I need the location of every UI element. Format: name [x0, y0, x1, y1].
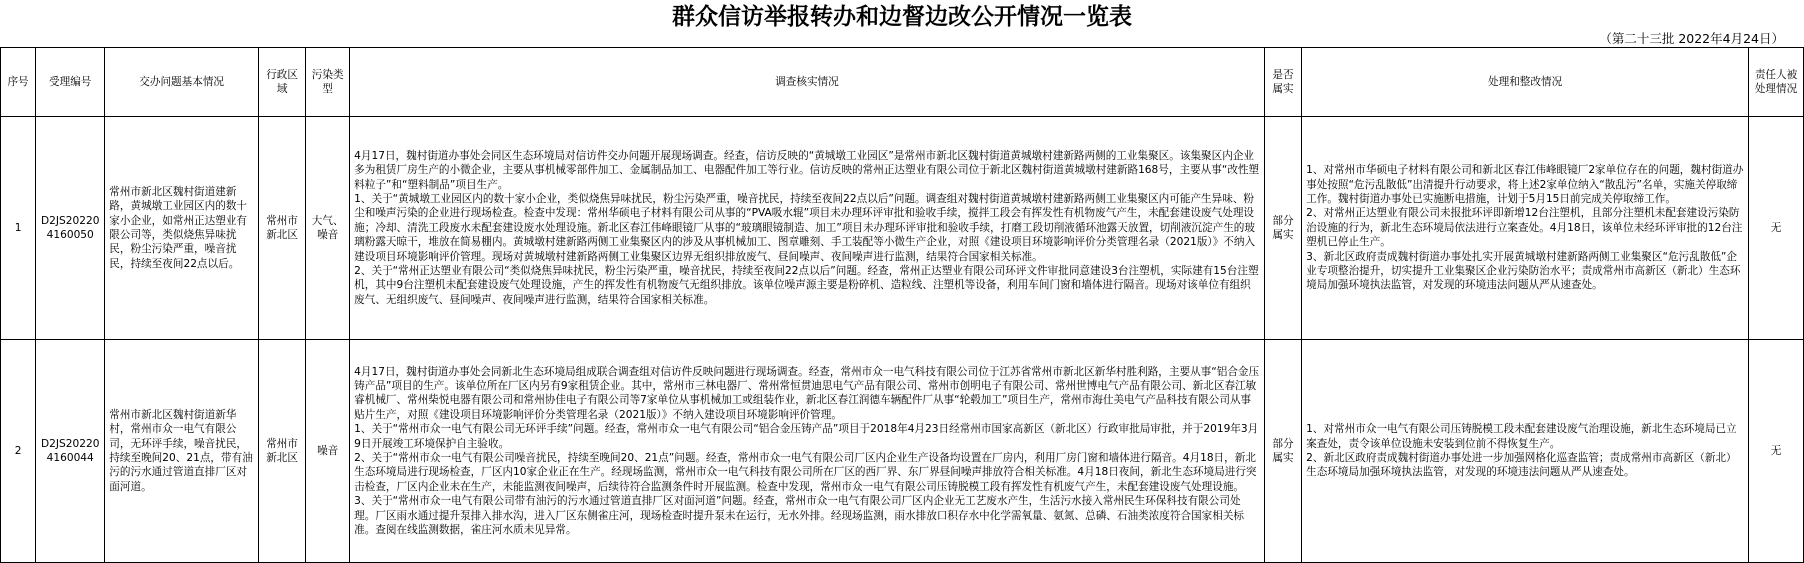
row-region: 常州市新北区: [259, 340, 306, 563]
row-pollution: 噪音: [306, 340, 350, 563]
investigation-paragraph: 4月17日，魏村街道办事处会同新北生态环境局组成联合调查组对信访件反映问题进行现场调查。经查，常州市众一电气科技有限公司位于江苏省常州市新北区新华村胜利路，主要从事“铝合金压铸产品”项目的生产。该单位所在厂区内另有9家租赁企业。其中，常州市三林电器厂、常州常恒贯迪思电气产品有限公司、常州市创明电子有限公司、常州世博电气产品有限公司、新北区春江敏睿机械厂、常州柴悦电器有限公司和常州协佳电子有限公司等7家单位从事机械加工或组装作业，新北区春江润德车辆配件厂从事“轮毂加工”项目生产，常州市海仕美电气产品科技有限公司从事贴片生产，对照《建设项目环境影响评价分类管理名录（2021版）》不纳入建设项目环境影响评价管理。: [354, 365, 1260, 421]
table-row: [1, 340, 1804, 563]
investigation-paragraph: 3、关于“常州市众一电气有限公司带有油污的污水通过管道直排厂区对面河道”问题。经查，常州市众一电气有限公司厂区内企业无工艺废水产生，生活污水接入常州民生环保科技有限公司处理。厂区雨水通过提升泵排入排水沟，进入厂区东侧雀庄河，现场检查时提升泵未在运行，无水外排。经现场监测，雨水排放口积存水中化学需氧量、氨氮、总磷、石油类浓度符合国家相关标准。查阅在线监测数据，雀庄河水质未见异常。: [354, 495, 1245, 537]
table-header-row: [1, 48, 1804, 117]
row-investigation: [350, 340, 1265, 563]
batch-date: （第二十三批 2022年4月24日）: [1599, 31, 1784, 46]
row-seq: 2: [1, 340, 36, 563]
row-id: D2JS202204160050: [36, 117, 105, 340]
header-id: 受理编号: [36, 48, 105, 117]
header-investigation: 调查核实情况: [350, 48, 1265, 117]
row-seq: 1: [1, 117, 36, 340]
petition-table: [0, 47, 1804, 563]
row-pollution: 大气、噪音: [306, 117, 350, 340]
header-issue: 交办问题基本情况: [105, 48, 259, 117]
investigation-paragraph: 1、关于“常州市众一电气有限公司无环评手续”问题。经查，常州市众一电气有限公司“铝合金压铸产品”项目于2018年4月23日经常州市国家高新区（新北区）行政审批局审批，并于2019年3月9日开展竣工环境保护自主验收。: [354, 423, 1259, 450]
header-region: 行政区域: [259, 48, 306, 117]
row-accountability: 无: [1749, 117, 1804, 340]
header-handling: 处理和整改情况: [1302, 48, 1749, 117]
row-investigation: [350, 117, 1265, 340]
investigation-paragraph: 1、关于“黄城墩工业园区内的数十家小企业，类似烧焦异味扰民，粉尘污染严重，噪音扰民，持续至夜间22点以后”问题。调查组对魏村街道黄城墩村建新路两侧工业集聚区内可能产生异味、粉尘和噪声污染的企业进行现场检查。检查中发现：常州华硕电子材料有限公司从事的“PVA吸水辊”项目未办理环评审批和验收手续，搅拌工段会有挥发性有机物废气产生，未配套建设废气处理设施；冷却、清洗工段废水未配套建设废水处理设施。新北区春江伟峰眼镜厂从事的“玻璃眼镜制造、加工”项目未办理环评审批和验收手续，打磨工段切削液循环池露天放置，切削液沉淀产生的玻璃粉露天晾干，堆放在简易棚内。黄城墩村建新路两侧工业集聚区内的涉及从事机械加工、图章雕刻、手工装配等小微生产企业，对照《建设项目环境影响评价分类管理名录（2021版）》不纳入建设项目环境影响评价管理。现场对黄城墩村建新路两侧工业集聚区边界无组织排放废气、昼间噪声、夜间噪声进行监测，结果符合国家相关标准。: [354, 192, 1256, 263]
header-verified: 是否属实: [1264, 48, 1301, 117]
row-handling: [1302, 340, 1749, 563]
header-seq: 序号: [1, 48, 36, 117]
investigation-paragraph: 2、关于“常州正达塑业有限公司“类似烧焦异味扰民，粉尘污染严重，噪音扰民，持续至夜间22点以后”问题。经查，常州正达塑业有限公司环评文件审批同意建设3台注塑机，实际建有15台注塑机，其中9台注塑机未配套建设废气处理设施，产生的挥发性有机物废气无组织排放。该单位噪声源主要是粉碎机、造粒线、注塑机等设备，利用车间门窗和墙体进行隔音。现场对该单位有组织废气、无组织废气、昼间噪声、夜间噪声进行监测，结果符合国家相关标准。: [354, 265, 1259, 306]
handling-paragraph: 2、对常州正达塑业有限公司未报批环评即新增12台注塑机，且部分注塑机未配套建设污染防治设施的行为，新北生态环境局依法进行立案查处。4月18日，该单位未经环评审批的12台注塑机已停止生产。: [1306, 207, 1743, 249]
row-accountability: 无: [1749, 340, 1804, 563]
handling-paragraph: 3、新北区政府责成魏村街道办事处扎实开展黄城墩村建新路两侧工业集聚区“危污乱散低”企业专项整治提升，切实提升工业集聚区企业污染防治水平；责成常州市高新区（新北）生态环境局加强环境执法监管，对发现的环境违法问题从严从速查处。: [1306, 250, 1741, 292]
row-issue: 常州市新北区魏村街道建新路，黄城墩工业园区内的数十家小企业，如常州正达塑业有限公司等，类似烧焦异味扰民，粉尘污染严重，噪音扰民，持续至夜间22点以后。: [105, 117, 259, 340]
document-title: 群众信访举报转办和边督边改公开情况一览表: [672, 4, 1132, 30]
row-region: 常州市新北区: [259, 117, 306, 340]
handling-paragraph: 1、对常州市华硕电子材料有限公司和新北区春江伟峰眼镜厂2家单位存在的问题，魏村街道办事处按照“危污乱散低”出清提升行动要求，将上述2家单位纳入“散乱污”名单，实施关停取缔工作。魏村街道办事处已实施断电措施，计划于5月15日前完成关停取缔工作。: [1306, 164, 1744, 205]
investigation-paragraph: 2、关于“常州市众一电气有限公司噪音扰民，持续至晚间20、21点”问题。经查，常州市众一电气有限公司厂区内企业生产设备均设置在厂房内，利用厂房门窗和墙体进行隔音。4月18日，新北生态环境局进行现场检查，厂区内10家企业正在生产。经现场监测，常州市众一电气科技有限公司所在厂区的西厂界、东厂界昼间噪声排放符合相关标准。4月18日夜间，新北生态环境局进行突击检查，厂区内企业未在生产，未能监测夜间噪声，后续待符合监测条件时开展监测。检查中发现，常州市众一电气有限公司压铸脱模工段有挥发性有机废气产生，未配套建设废气处理设施。: [354, 452, 1257, 493]
investigation-paragraph: 4月17日，魏村街道办事处会同区生态环境局对信访件交办问题开展现场调查。经查，信访反映的“黄城墩工业园区”是常州市新北区魏村街道黄城墩村建新路两侧的工业集聚区。该集聚区内企业多为租赁厂房生产的小微企业，主要从事机械零部件加工、金属制品加工、电器配件加工等行业。信访反映的常州正达塑业有限公司位于新北区魏村街道黄城墩村建新路168号，主要从事“改性塑料粒子”和“塑料制品”项目生产。: [354, 149, 1260, 191]
header-accountability: 责任人被处理情况: [1749, 48, 1804, 117]
row-issue: 常州市新北区魏村街道新华村，常州市众一电气有限公司，无环评手续，噪音扰民，持续至晚间20、21点，带有油污的污水通过管道直排厂区对面河道。: [105, 340, 259, 563]
handling-paragraph: 1、对常州市众一电气有限公司压铸脱模工段未配套建设废气治理设施，新北生态环境局已立案查处，责令该单位设施未安装到位前不得恢复生产。: [1306, 423, 1737, 450]
row-verified: 部分属实: [1264, 117, 1301, 340]
table-row: [1, 117, 1804, 340]
row-verified: 部分属实: [1264, 340, 1301, 563]
row-handling: [1302, 117, 1749, 340]
header-pollution: 污染类型: [306, 48, 350, 117]
row-id: D2JS202204160044: [36, 340, 105, 563]
handling-paragraph: 2、新北区政府责成魏村街道办事处进一步加强网格化巡查监管；责成常州市高新区（新北）生态环境局加强环境执法监管，对发现的环境违法问题从严从速查处。: [1306, 452, 1737, 479]
